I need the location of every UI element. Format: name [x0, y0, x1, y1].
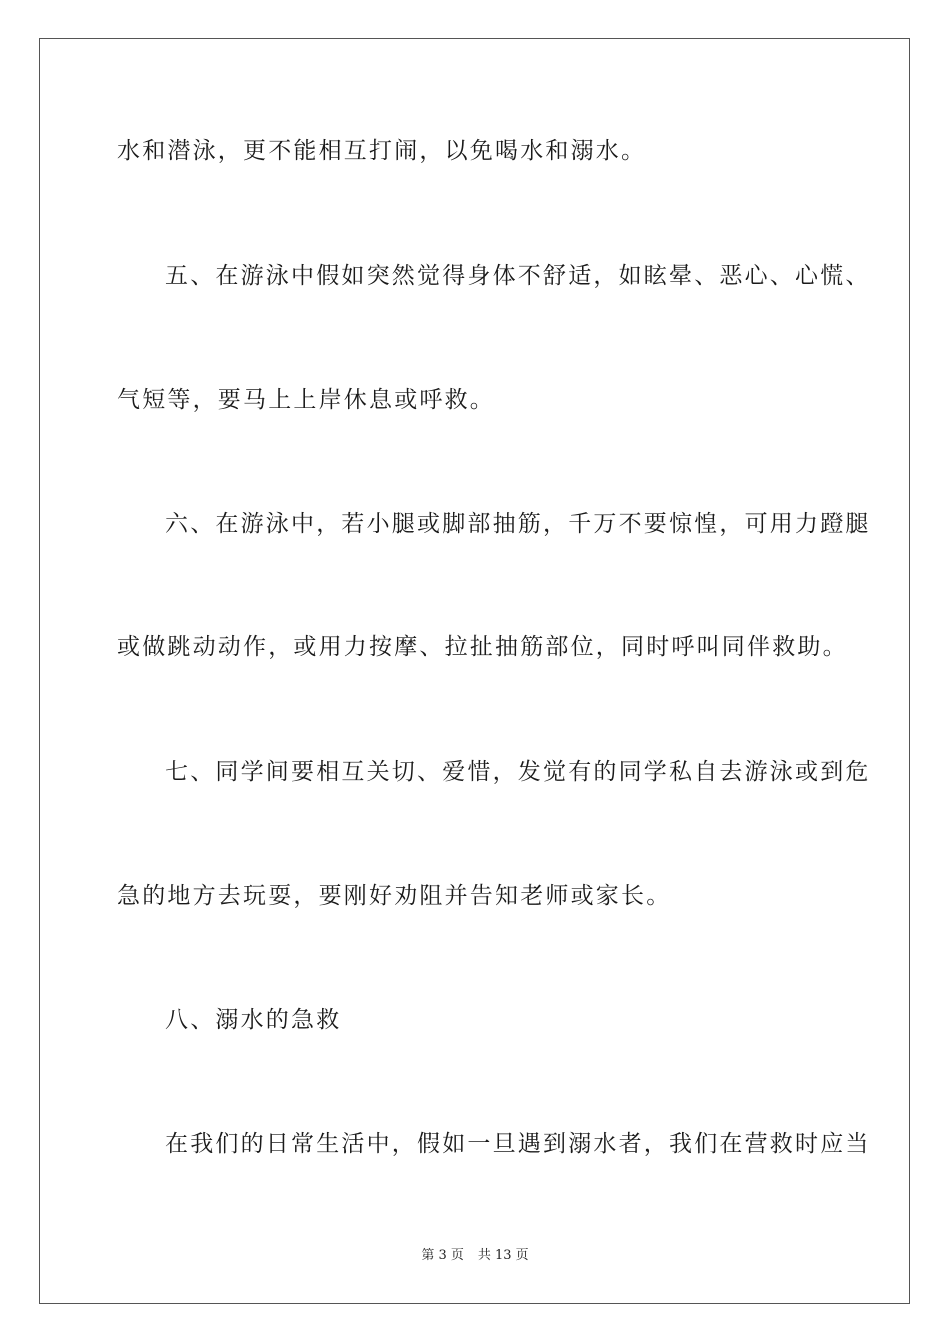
paragraph-line: 在我们的日常生活中，假如一旦遇到溺水者，我们在营救时应当 [165, 1131, 871, 1157]
page-number: 第 3 页 [421, 1248, 464, 1263]
paragraph-line: 水和潜泳，更不能相互打闹，以免喝水和溺水。 [117, 138, 647, 164]
paragraph-line: 急的地方去玩耍，要刚好劝阻并告知老师或家长。 [117, 883, 672, 909]
paragraph-line: 或做跳动动作，或用力按摩、拉扯抽筋部位，同时呼叫同伴救助。 [117, 634, 848, 660]
paragraph-line: 气短等，要马上上岸休息或呼救。 [117, 387, 495, 413]
page-border [39, 38, 910, 1304]
section-heading: 八、溺水的急救 [165, 1007, 342, 1033]
page-footer [0, 1247, 950, 1265]
page-total: 共 13 页 [477, 1248, 529, 1263]
paragraph-line: 五、在游泳中假如突然觉得身体不舒适，如眩晕、恶心、心慌、 [165, 263, 871, 289]
paragraph-line: 六、在游泳中，若小腿或脚部抽筋，千万不要惊惶，可用力蹬腿 [165, 511, 871, 537]
paragraph-line: 七、同学间要相互关切、爱惜，发觉有的同学私自去游泳或到危 [165, 759, 871, 785]
